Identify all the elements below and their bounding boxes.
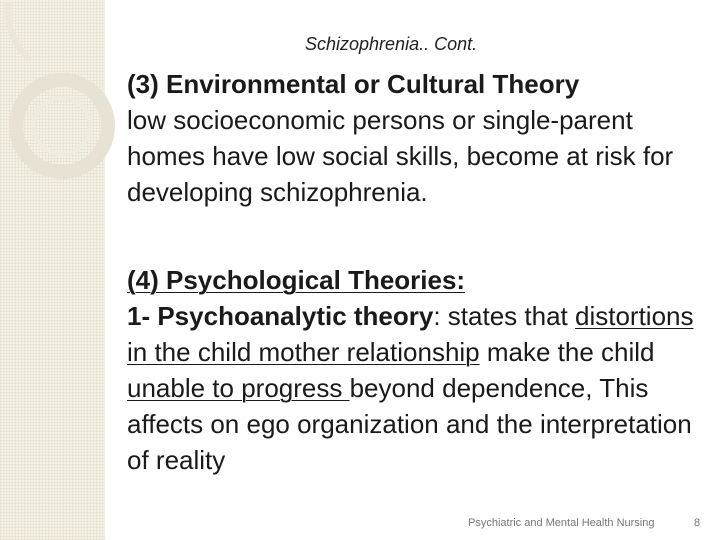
decorative-rings — [0, 0, 130, 220]
page-number: 8 — [694, 517, 701, 529]
slide-content — [127, 66, 702, 478]
item-colon: : — [433, 301, 441, 331]
slide-subtitle: Schizophrenia.. Cont. — [305, 34, 478, 54]
item-label: 1- Psychoanalytic theory — [127, 301, 434, 331]
section3-body: low socioeconomic persons or single-parent homes have low social skills, become at risk for developing schizophrenia. — [127, 105, 674, 207]
item-underline-2: unable to progress — [127, 373, 350, 403]
item-text-3: beyond dependence, This affects on ego organization and the interpretation of reality — [127, 373, 692, 475]
footer-text: Psychiatric and Mental Health Nursing — [468, 517, 655, 529]
item-text-1: states that — [440, 301, 575, 331]
section4-item — [127, 298, 702, 478]
section4-heading: (4) Psychological Theories: — [127, 265, 466, 295]
section3-heading: (3) Environmental or Cultural Theory — [127, 69, 580, 99]
item-underline-1: distortions in the child mother relationship — [127, 301, 694, 367]
item-text-2: make the child — [479, 337, 655, 367]
